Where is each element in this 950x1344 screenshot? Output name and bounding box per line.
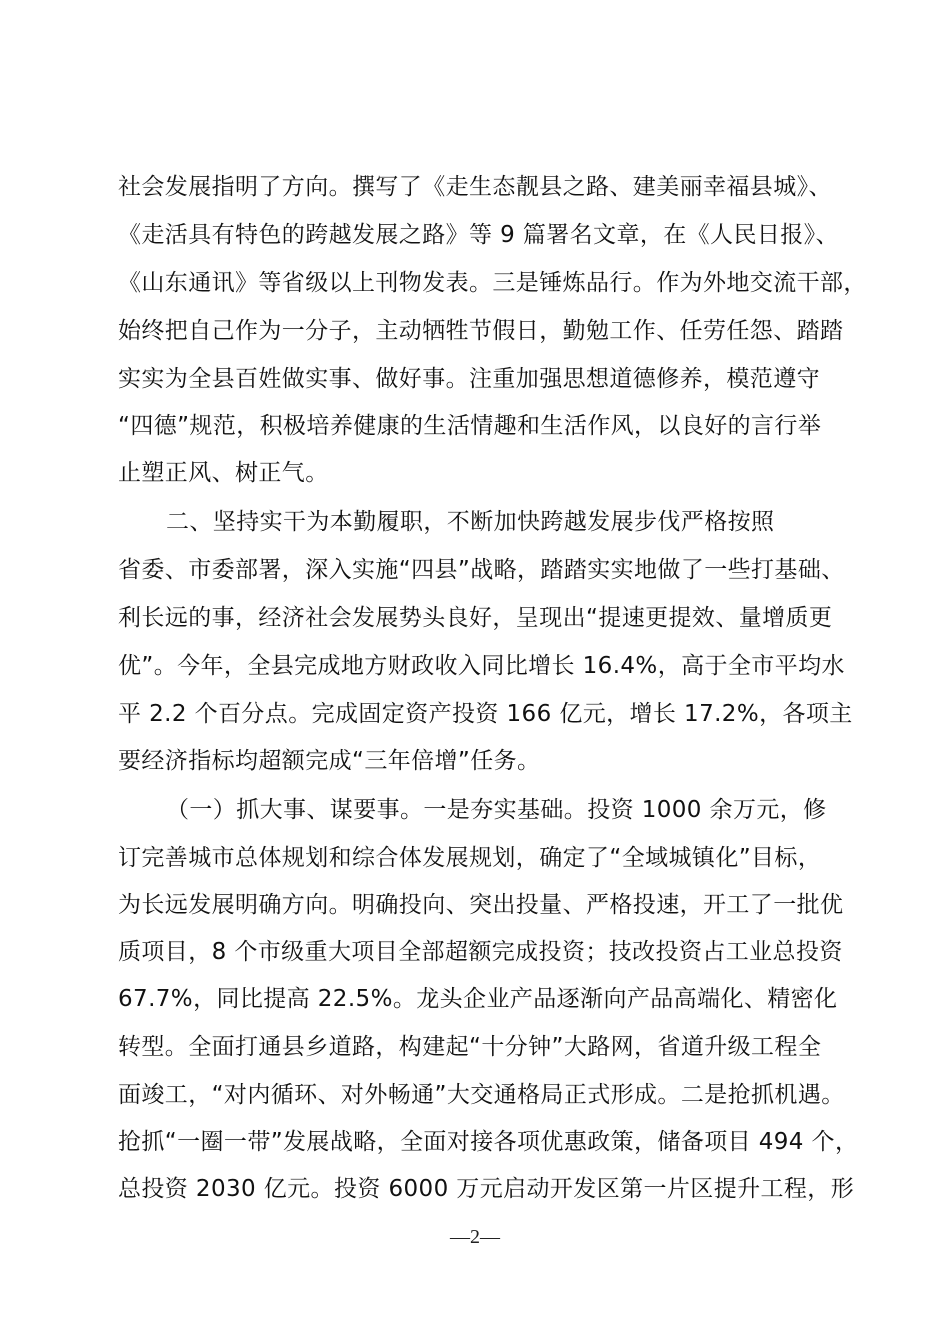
text-line: 转型。全面打通县乡道路，构建起“十分钟”大路网，省道升级工程全 <box>118 1034 822 1060</box>
text-line: 为长远发展明确方向。明确投向、突出投量、严格投速，开工了一批优 <box>118 892 844 918</box>
text-line: 质项目，8 个市级重大项目全部超额完成投资；技改投资占工业总投资 <box>118 939 843 965</box>
text-line: 实实为全县百姓做实事、做好事。注重加强思想道德修养，模范遵守 <box>118 366 820 392</box>
text-line: 平 2.2 个百分点。完成固定资产投资 166 亿元，增长 17.2%，各项主 <box>118 701 853 727</box>
text-line: 要经济指标均超额完成“三年倍增”任务。 <box>118 748 541 774</box>
page-number: —2— <box>450 1226 500 1248</box>
text-line: 面竣工，“对内循环、对外畅通”大交通格局正式形成。二是抢抓机遇。 <box>118 1082 845 1108</box>
text-line: “四德”规范，积极培养健康的生活情趣和生活作风，以良好的言行举 <box>118 413 822 439</box>
text-line: 订完善城市总体规划和综合体发展规划，确定了“全域城镇化”目标， <box>118 845 822 871</box>
text-line: 省委、市委部署，深入实施“四县”战略，踏踏实实地做了一些打基础、 <box>118 557 845 583</box>
text-line: 社会发展指明了方向。撰写了《走生态靓县之路、建美丽幸福县城》、 <box>118 174 832 200</box>
section-heading-line: 二、坚持实干为本勤履职，不断加快跨越发展步伐严格按照 <box>166 509 775 535</box>
text-line: 总投资 2030 亿元。投资 6000 万元启动开发区第一片区提升工程，形 <box>118 1176 855 1202</box>
text-line: 优”。今年，全县完成地方财政收入同比增长 16.4%，高于全市平均水 <box>118 653 845 679</box>
text-line: 《山东通讯》等省级以上刊物发表。三是锤炼品行。作为外地交流干部， <box>118 270 867 296</box>
text-line: 始终把自己作为一分子，主动牺牲节假日，勤勉工作、任劳任怨、踏踏 <box>118 318 844 344</box>
text-line: 抢抓“一圈一带”发展战略，全面对接各项优惠政策，储备项目 494 个， <box>118 1129 859 1155</box>
text-line: 67.7%，同比提高 22.5%。龙头企业产品逐渐向产品高端化、精密化 <box>118 986 838 1012</box>
text-line: 利长远的事，经济社会发展势头良好，呈现出“提速更提效、量增质更 <box>118 605 833 631</box>
text-line: 《走活具有特色的跨越发展之路》等 9 篇署名文章，在《人民日报》、 <box>118 222 839 248</box>
subsection-heading-line: （一）抓大事、谋要事。一是夯实基础。投资 1000 余万元，修 <box>166 797 827 823</box>
text-line: 止塑正风、树正气。 <box>118 460 329 486</box>
